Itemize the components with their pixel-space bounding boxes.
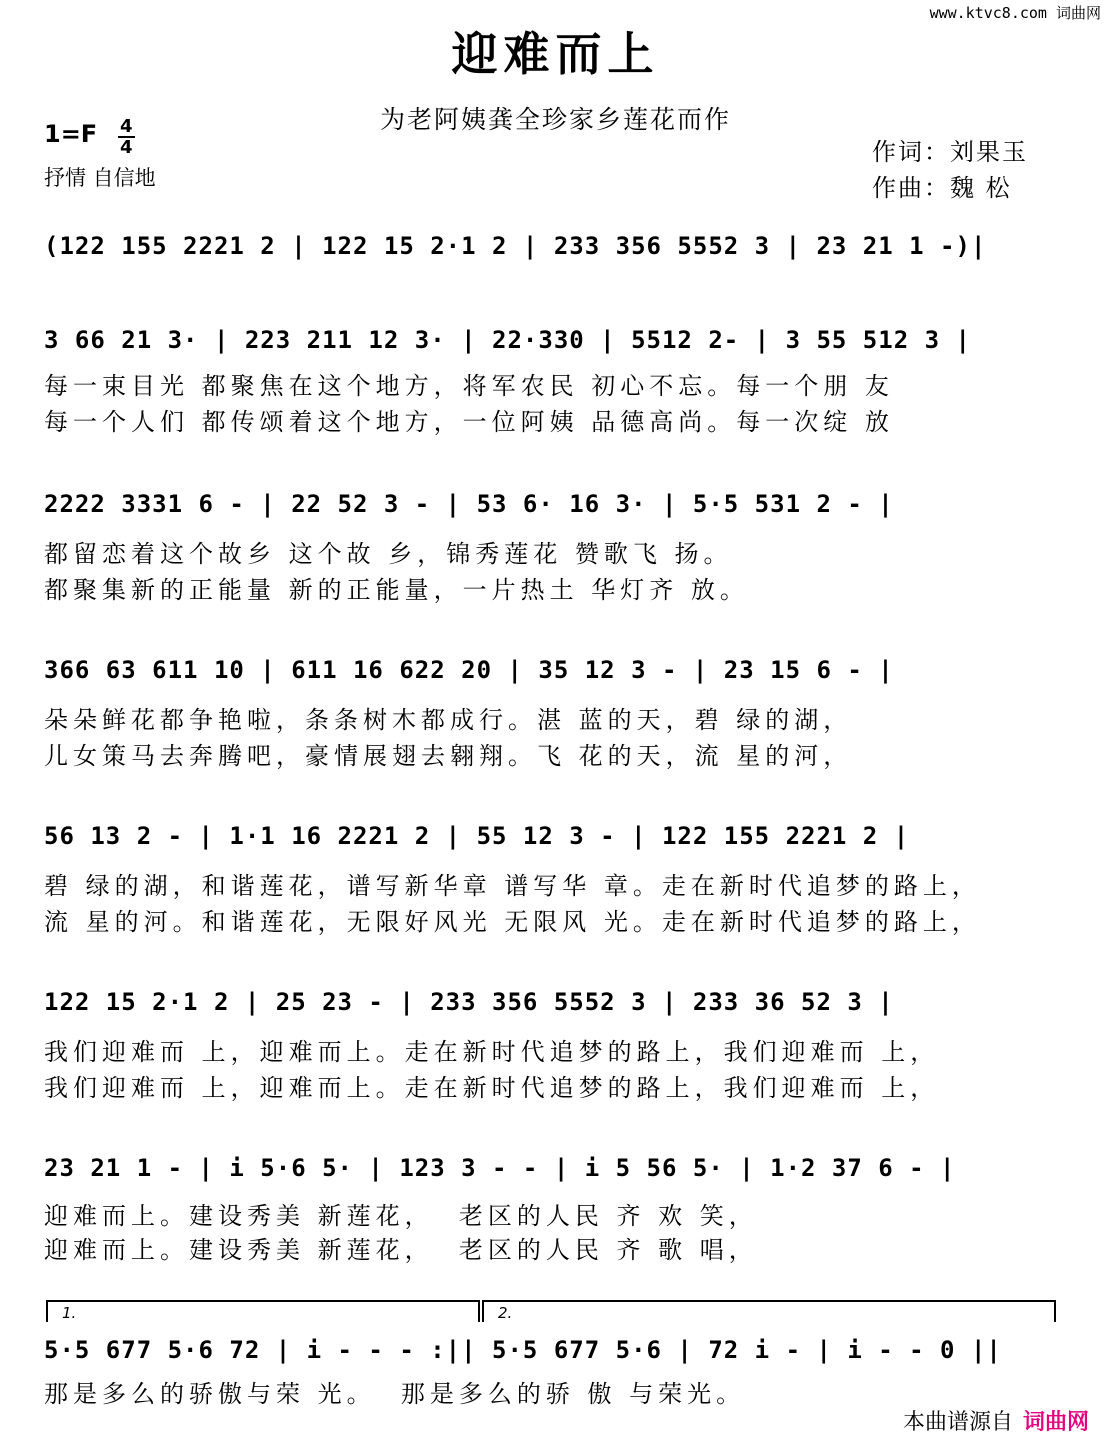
- lyric-line-3-verse-1: 都留恋着这个故乡 这个故 乡，锦秀莲花 赞歌飞 扬。: [44, 540, 733, 568]
- meter-bottom: 4: [120, 137, 133, 158]
- lyric-line-4-verse-1: 朵朵鲜花都争艳啦，条条树木都成行。湛 蓝的天，碧 绿的湖，: [44, 706, 853, 734]
- lyricist-credit: 作词：刘果玉: [872, 138, 1028, 166]
- first-ending-label: 1.: [62, 1304, 77, 1322]
- lyric-line-6-verse-2: 我们迎难而 上，迎难而上。走在新时代追梦的路上，我们迎难而 上，: [44, 1074, 940, 1102]
- lyric-line-3-verse-2: 都聚集新的正能量 新的正能量，一片热土 华灯齐 放。: [44, 576, 749, 604]
- score-line-intro: (122 155 2221 2 | 122 15 2·1 2 | 233 356 5552 3 | 23 21 1 -)|: [44, 232, 987, 260]
- lyric-line-2-verse-1: 每一束目光 都聚焦在这个地方，将军农民 初心不忘。每一个朋 友: [44, 372, 894, 400]
- meter-top: 4: [120, 116, 133, 137]
- first-ending-bracket: [46, 1300, 480, 1322]
- score-line-5: 56 13 2 - | 1·1 16 2221 2 | 55 12 3 - | 122 155 2221 2 |: [44, 822, 910, 850]
- score-line-4: 366 63 611 10 | 611 16 622 20 | 35 12 3 - | 23 15 6 - |: [44, 656, 894, 684]
- lyric-line-5-verse-1: 碧 绿的湖，和谐莲花，谱写新华章 谱写华 章。走在新时代追梦的路上，: [44, 872, 981, 900]
- second-ending-bracket: [482, 1300, 1056, 1322]
- lyric-line-7-verse-2: 迎难而上。建设秀美 新莲花， 老区的人民 齐 歌 唱，: [44, 1236, 758, 1264]
- time-signature: [118, 117, 135, 157]
- song-title: 迎难而上: [451, 27, 660, 81]
- lyric-line-4-verse-2: 儿女策马去奔腾吧，豪情展翅去翱翔。飞 花的天，流 星的河，: [44, 742, 853, 770]
- site-watermark: www.ktvc8.com 词曲网: [929, 4, 1101, 22]
- composer-credit: 作曲：魏 松: [872, 174, 1012, 202]
- key-signature: 1=F: [44, 120, 98, 148]
- score-line-6: 122 15 2·1 2 | 25 23 - | 233 356 5552 3 | 233 36 52 3 |: [44, 988, 894, 1016]
- score-line-7: 23 21 1 - | i 5·6 5· | 123 3 - - | i 5 56 5· | 1·2 37 6 - |: [44, 1154, 956, 1182]
- lyric-line-8: 那是多么的骄傲与荣 光。 那是多么的骄 傲 与荣光。: [44, 1380, 746, 1408]
- lyric-line-7-verse-1: 迎难而上。建设秀美 新莲花， 老区的人民 齐 欢 笑，: [44, 1202, 758, 1230]
- score-line-8: 5·5 677 5·6 72 | i - - - :|| 5·5 677 5·6 | 72 i - | i - - 0 ||: [44, 1336, 1002, 1364]
- lyric-line-5-verse-2: 流 星的河。和谐莲花，无限好风光 无限风 光。走在新时代追梦的路上，: [44, 908, 981, 936]
- footer-prefix: 本曲谱源自: [902, 1410, 1013, 1435]
- song-subtitle: 为老阿姨龚全珍家乡莲花而作: [379, 105, 731, 134]
- source-footer: [903, 1405, 1089, 1436]
- score-line-3: 2222 3331 6 - | 22 52 3 - | 53 6· 16 3· | 5·5 531 2 - |: [44, 490, 894, 518]
- second-ending-label: 2.: [498, 1304, 513, 1322]
- tempo-marking: 抒情 自信地: [44, 166, 156, 190]
- lyric-line-6-verse-1: 我们迎难而 上，迎难而上。走在新时代追梦的路上，我们迎难而 上，: [44, 1038, 940, 1066]
- footer-brand-link[interactable]: 词曲网: [1022, 1410, 1089, 1435]
- score-line-2: 3 66 21 3· | 223 211 12 3· | 22·330 | 5512 2- | 3 55 512 3 |: [44, 326, 971, 354]
- lyric-line-2-verse-2: 每一个人们 都传颂着这个地方，一位阿姨 品德高尚。每一次绽 放: [44, 408, 894, 436]
- volta-brackets: [46, 1300, 1054, 1320]
